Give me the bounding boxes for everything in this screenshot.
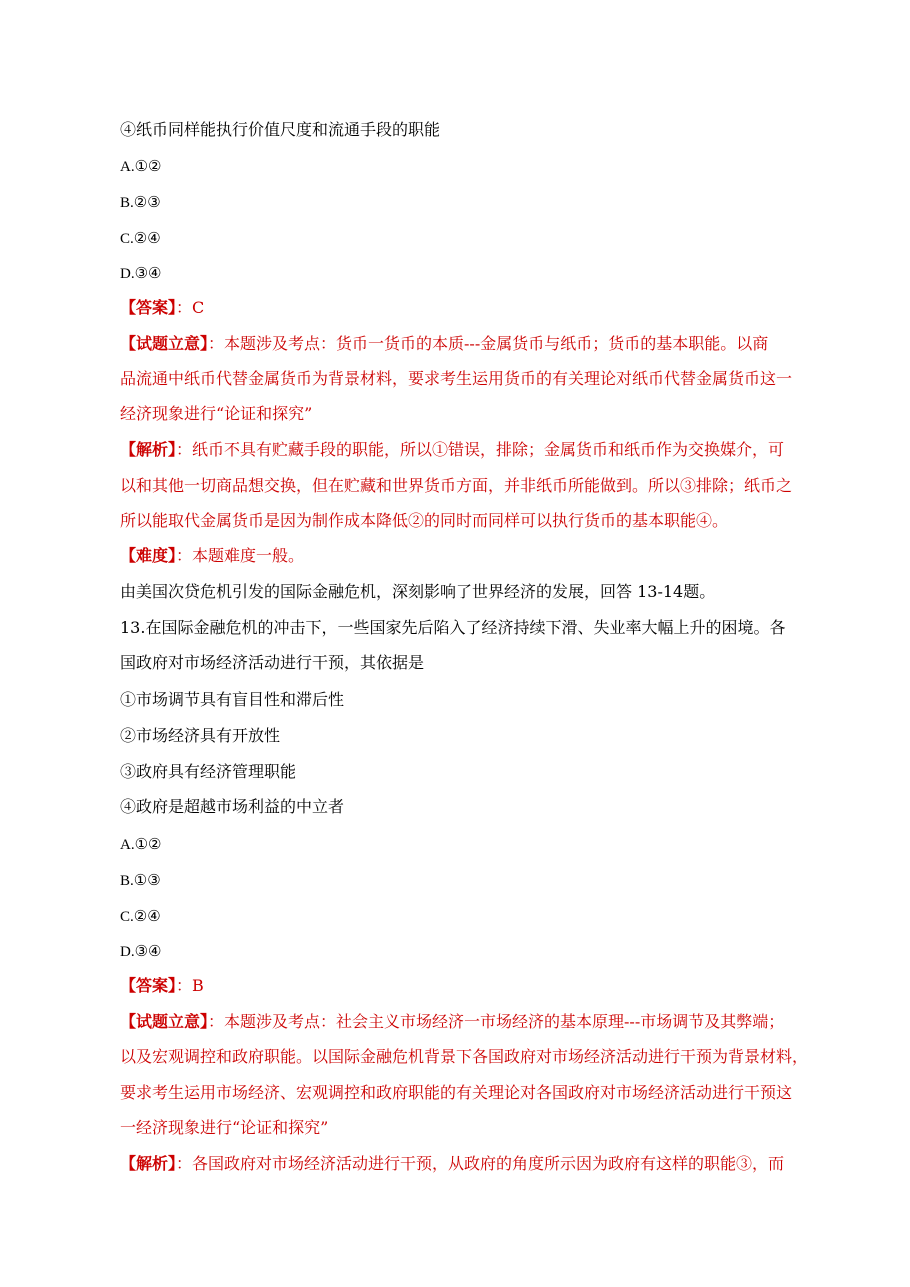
q12-option-b: B.②③	[120, 195, 161, 211]
analysis-tag: 【解析】	[120, 1154, 177, 1173]
q12-option-a: A.①②	[120, 159, 162, 175]
q12-item-4: ④纸币同样能执行价值尺度和流通手段的职能	[120, 120, 441, 139]
q12-option-c: C.②④	[120, 231, 161, 247]
q12-analysis-line-2: 以和其他一切商品想交换，但在贮藏和世界货币方面，并非纸币所能做到。所以③排除；纸币之	[120, 476, 793, 495]
q13-intent-line-3: 要求考生运用市场经济、宏观调控和政府职能的有关理论对各国政府对市场经济活动进行干预这	[120, 1083, 793, 1102]
q13-stem-line-1: 13.在国际金融危机的冲击下，一些国家先后陷入了经济持续下滑、失业率大幅上升的困境。各	[120, 618, 786, 637]
q13-intent-line-4: 一经济现象进行“论证和探究”	[120, 1118, 329, 1137]
group-intro: 由美国次贷危机引发的国际金融危机，深刻影响了世界经济的发展，回答 13-14题。	[120, 582, 716, 601]
q12-answer	[120, 298, 800, 318]
q12-intent-line-2: 品流通中纸币代替金属货币为背景材料，要求考生运用货币的有关理论对纸币代替金属货币这一	[120, 369, 793, 388]
q13-intent-line-1	[120, 1012, 800, 1032]
q13-option-d: D.③④	[120, 944, 162, 960]
q13-option-a: A.①②	[120, 837, 162, 853]
intent-tag: 【试题立意】	[120, 1012, 209, 1031]
answer-tag: 【答案】	[120, 976, 177, 995]
q12-intent-line-3: 经济现象进行“论证和探究”	[120, 404, 313, 423]
q13-item-2: ②市场经济具有开放性	[120, 726, 281, 745]
difficulty-tag: 【难度】	[120, 546, 177, 565]
q12-analysis-line-1	[120, 440, 800, 460]
q13-option-b: B.①③	[120, 873, 161, 889]
q12-difficulty	[120, 546, 800, 566]
q12-option-d: D.③④	[120, 266, 162, 282]
q12-analysis-line-3: 所以能取代金属货币是因为制作成本降低②的同时而同样可以执行货币的基本职能④。	[120, 511, 729, 530]
q13-option-c: C.②④	[120, 909, 161, 925]
intent-tag: 【试题立意】	[120, 334, 209, 353]
q13-stem-line-2: 国政府对市场经济活动进行干预，其依据是	[120, 653, 425, 672]
q13-item-4: ④政府是超越市场利益的中立者	[120, 797, 345, 816]
intent-text: ：本题涉及考点：社会主义市场经济一市场经济的基本原理---市场调节及其弊端；	[208, 1012, 785, 1031]
q13-item-1: ①市场调节具有盲目性和滞后性	[120, 690, 345, 709]
q13-intent-line-2: 以及宏观调控和政府职能。以国际金融危机背景下各国政府对市场经济活动进行干预为背景材料，	[120, 1047, 809, 1066]
q12-intent-line-1	[120, 334, 800, 354]
analysis-text: ：纸币不具有贮藏手段的职能，所以①错误，排除；金属货币和纸币作为交换媒介，可	[176, 440, 785, 459]
analysis-tag: 【解析】	[120, 440, 177, 459]
intent-text: ：本题涉及考点：货币一货币的本质---金属货币与纸币；货币的基本职能。以商	[208, 334, 769, 353]
answer-value: ：B	[176, 976, 204, 995]
q13-item-3: ③政府具有经济管理职能	[120, 762, 297, 781]
analysis-text: ：各国政府对市场经济活动进行干预，从政府的角度所示因为政府有这样的职能③，而	[176, 1154, 785, 1173]
answer-tag: 【答案】	[120, 298, 177, 317]
q13-analysis-line-1	[120, 1154, 800, 1174]
difficulty-value: ：本题难度一般。	[176, 546, 305, 565]
answer-value: ：C	[176, 298, 205, 317]
q13-answer	[120, 976, 800, 996]
